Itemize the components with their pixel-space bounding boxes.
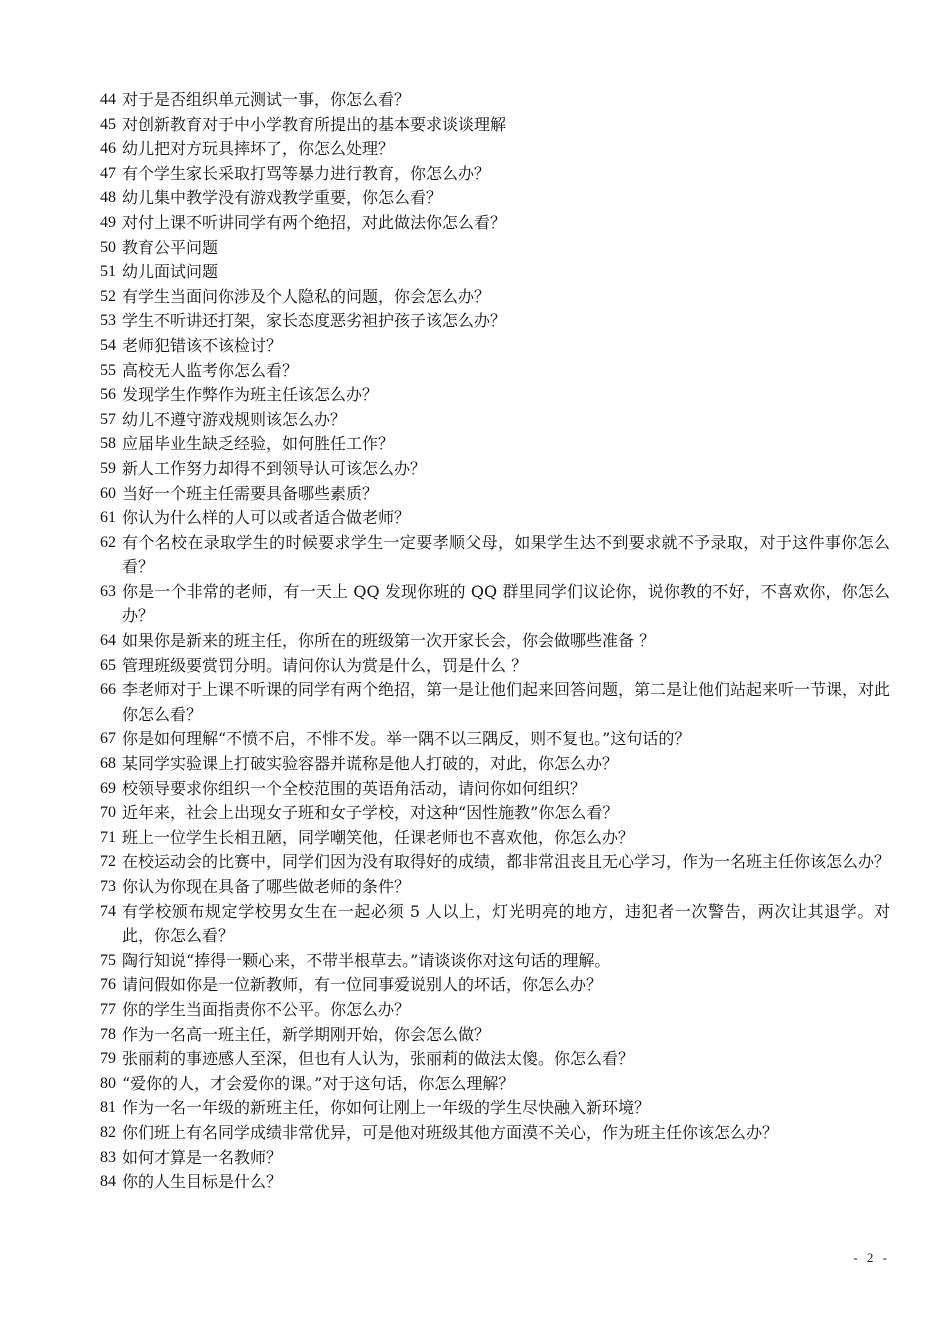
question-item bbox=[100, 359, 890, 384]
question-text: 高校无人监考你怎么看？ bbox=[122, 360, 299, 380]
question-number: 72 bbox=[100, 853, 116, 871]
question-item bbox=[100, 260, 890, 285]
page-number: - 2 - bbox=[853, 1250, 890, 1265]
question-text: 老师犯错该不该检讨？ bbox=[122, 335, 283, 355]
question-item bbox=[100, 973, 890, 998]
question-number: 73 bbox=[100, 878, 116, 895]
question-number: 49 bbox=[100, 213, 116, 231]
question-text: 对创新教育对于中小学教育所提出的基本要求谈谈理解 bbox=[122, 114, 507, 134]
question-item bbox=[100, 506, 890, 531]
question-item bbox=[100, 777, 890, 802]
question-item bbox=[100, 654, 890, 679]
question-number: 82 bbox=[100, 1123, 116, 1141]
question-item bbox=[100, 727, 890, 752]
question-text: 当好一个班主任需要具备哪些素质？ bbox=[122, 483, 379, 503]
question-item bbox=[100, 801, 890, 826]
question-item bbox=[100, 1023, 890, 1048]
question-text: 张丽莉的事迹感人至深，但也有人认为，张丽莉的做法太傻。你怎么看？ bbox=[122, 1049, 635, 1069]
question-text: 在校运动会的比赛中，同学们因为没有取得好的成绩，都非常沮丧且无心学习，作为一名班主任你该怎么办？ bbox=[122, 852, 891, 872]
question-number: 48 bbox=[100, 189, 116, 207]
question-number: 81 bbox=[100, 1099, 116, 1117]
question-item bbox=[100, 383, 890, 408]
question-item bbox=[100, 1146, 890, 1171]
question-text: 发现学生作弊作为班主任该怎么办？ bbox=[122, 385, 379, 405]
question-item bbox=[100, 432, 890, 457]
question-number: 64 bbox=[100, 632, 116, 650]
question-text: 幼儿不遵守游戏规则该怎么办？ bbox=[122, 409, 347, 429]
question-number: 59 bbox=[100, 459, 116, 477]
question-text: 你是如何理解“不愤不启，不悱不发。举一隅不以三隅反，则不复也。”这句话的？ bbox=[122, 729, 691, 749]
question-text: 你的人生目标是什么？ bbox=[122, 1172, 283, 1192]
question-item bbox=[100, 211, 890, 236]
question-item bbox=[100, 900, 890, 949]
question-text: 陶行知说“捧得一颗心来，不带半根草去。”请谈谈你对这句话的理解。 bbox=[122, 950, 611, 970]
question-text: 你认为你现在具备了哪些做老师的条件？ bbox=[122, 877, 411, 896]
question-item bbox=[100, 88, 890, 113]
question-number: 55 bbox=[100, 361, 116, 379]
question-text: 校领导要求你组织一个全校范围的英语角活动，请问你如何组织？ bbox=[122, 778, 587, 798]
question-item bbox=[100, 949, 890, 974]
question-item bbox=[100, 531, 890, 580]
question-number: 69 bbox=[100, 779, 116, 797]
question-item bbox=[100, 1170, 890, 1195]
question-list bbox=[100, 88, 890, 1195]
question-number: 67 bbox=[100, 730, 116, 748]
question-number: 51 bbox=[100, 263, 116, 281]
question-text: “爱你的人，才会爱你的课。”对于这句话，你怎么理解？ bbox=[122, 1073, 515, 1093]
question-item bbox=[100, 482, 890, 507]
question-text: 如何才算是一名教师？ bbox=[122, 1147, 283, 1167]
question-text: 幼儿把对方玩具摔坏了，你怎么处理？ bbox=[122, 139, 395, 159]
question-item bbox=[100, 1047, 890, 1072]
question-text: 作为一名一年级的新班主任，你如何让刚上一年级的学生尽快融入新环境？ bbox=[122, 1098, 651, 1118]
question-number: 61 bbox=[100, 509, 116, 527]
question-number: 60 bbox=[100, 484, 116, 502]
question-number: 54 bbox=[100, 336, 116, 354]
question-number: 66 bbox=[100, 681, 116, 699]
question-text: 应届毕业生缺乏经验，如何胜任工作？ bbox=[122, 434, 395, 454]
question-item bbox=[100, 875, 890, 900]
question-number: 52 bbox=[100, 287, 116, 305]
question-text: 幼儿面试问题 bbox=[122, 262, 219, 282]
question-item bbox=[100, 752, 890, 777]
question-text: 如果你是新来的班主任，你所在的班级第一次开家长会，你会做哪些准备 ？ bbox=[122, 631, 656, 651]
question-number: 79 bbox=[100, 1050, 116, 1068]
question-item bbox=[100, 1096, 890, 1121]
question-text: 李老师对于上课不听课的同学有两个绝招，第一是让他们起来回答问题，第二是让他们站起来听一节课，对此你怎么看？ bbox=[122, 680, 891, 724]
question-number: 53 bbox=[100, 312, 116, 330]
question-item bbox=[100, 113, 890, 138]
question-item bbox=[100, 678, 890, 727]
question-text: 对付上课不听讲同学有两个绝招，对此做法你怎么看？ bbox=[122, 212, 507, 232]
question-number: 75 bbox=[100, 951, 116, 969]
question-item bbox=[100, 1072, 890, 1097]
question-number: 57 bbox=[100, 410, 116, 428]
question-item bbox=[100, 850, 890, 875]
question-item bbox=[100, 285, 890, 310]
question-text: 有个学生家长采取打骂等暴力进行教育，你怎么办？ bbox=[122, 163, 491, 183]
question-number: 65 bbox=[100, 656, 116, 674]
question-item bbox=[100, 1121, 890, 1146]
question-text: 幼儿集中教学没有游戏教学重要，你怎么看？ bbox=[122, 188, 443, 208]
question-number: 71 bbox=[100, 828, 116, 846]
question-item bbox=[100, 186, 890, 211]
question-number: 58 bbox=[100, 435, 116, 453]
question-number: 74 bbox=[100, 902, 116, 920]
question-number: 80 bbox=[100, 1074, 116, 1092]
question-text: 作为一名高一班主任，新学期刚开始，你会怎么做？ bbox=[122, 1024, 491, 1044]
question-number: 45 bbox=[100, 115, 116, 133]
question-number: 76 bbox=[100, 976, 116, 994]
question-item bbox=[100, 162, 890, 187]
question-text: 班上一位学生长相丑陋，同学嘲笑他，任课老师也不喜欢他，你怎么办？ bbox=[122, 827, 635, 847]
question-text: 请问假如你是一位新教师，有一位同事爱说别人的坏话，你怎么办？ bbox=[122, 975, 603, 995]
question-item bbox=[100, 826, 890, 851]
question-text: 学生不听讲还打架，家长态度恶劣袒护孩子该怎么办？ bbox=[122, 311, 507, 331]
question-number: 84 bbox=[100, 1173, 116, 1191]
question-text: 某同学实验课上打破实验容器并谎称是他人打破的，对此，你怎么办？ bbox=[122, 754, 619, 774]
question-item bbox=[100, 408, 890, 433]
question-item bbox=[100, 580, 890, 629]
question-text: 对于是否组织单元测试一事，你怎么看？ bbox=[122, 90, 411, 109]
question-text: 你是一个非常的老师，有一天上 QQ 发现你班的 QQ 群里同学们议论你，说你教的不好，不喜欢你，你怎么办？ bbox=[122, 581, 890, 626]
question-text: 近年来，社会上出现女子班和女子学校，对这种“因性施教”你怎么看？ bbox=[122, 803, 619, 823]
question-item bbox=[100, 457, 890, 482]
question-item bbox=[100, 137, 890, 162]
question-number: 70 bbox=[100, 804, 116, 822]
question-item bbox=[100, 236, 890, 261]
question-number: 68 bbox=[100, 755, 116, 773]
question-text: 你们班上有名同学成绩非常优异，可是他对班级其他方面漠不关心，作为班主任你该怎么办？ bbox=[122, 1122, 779, 1142]
question-text: 你的学生当面指责你不公平。你怎么办？ bbox=[122, 999, 411, 1019]
question-number: 62 bbox=[100, 533, 116, 551]
question-item bbox=[100, 998, 890, 1023]
question-text: 管理班级要赏罚分明。请问你认为赏是什么，罚是什么 ？ bbox=[122, 655, 528, 675]
question-item bbox=[100, 334, 890, 359]
question-text: 有学生当面问你涉及个人隐私的问题，你会怎么办？ bbox=[122, 286, 491, 306]
question-number: 50 bbox=[100, 238, 116, 256]
question-number: 83 bbox=[100, 1148, 116, 1166]
question-item bbox=[100, 309, 890, 334]
question-number: 77 bbox=[100, 1000, 116, 1018]
question-text: 新人工作努力却得不到领导认可该怎么办？ bbox=[122, 458, 427, 478]
question-text: 有个名校在录取学生的时候要求学生一定要孝顺父母，如果学生达不到要求就不予录取，对于这件事你怎么看？ bbox=[122, 532, 890, 577]
question-number: 78 bbox=[100, 1025, 116, 1043]
question-text: 有学校颁布规定学校男女生在一起必须 5 人以上，灯光明亮的地方，违犯者一次警告，两次让其退学。对此，你怎么看？ bbox=[122, 901, 890, 946]
question-number: 46 bbox=[100, 140, 116, 158]
question-number: 47 bbox=[100, 164, 116, 182]
question-number: 44 bbox=[100, 91, 116, 108]
question-number: 63 bbox=[100, 582, 116, 600]
question-number: 56 bbox=[100, 386, 116, 404]
question-item bbox=[100, 629, 890, 654]
question-text: 教育公平问题 bbox=[122, 237, 219, 257]
question-text: 你认为什么样的人可以或者适合做老师？ bbox=[122, 508, 411, 528]
